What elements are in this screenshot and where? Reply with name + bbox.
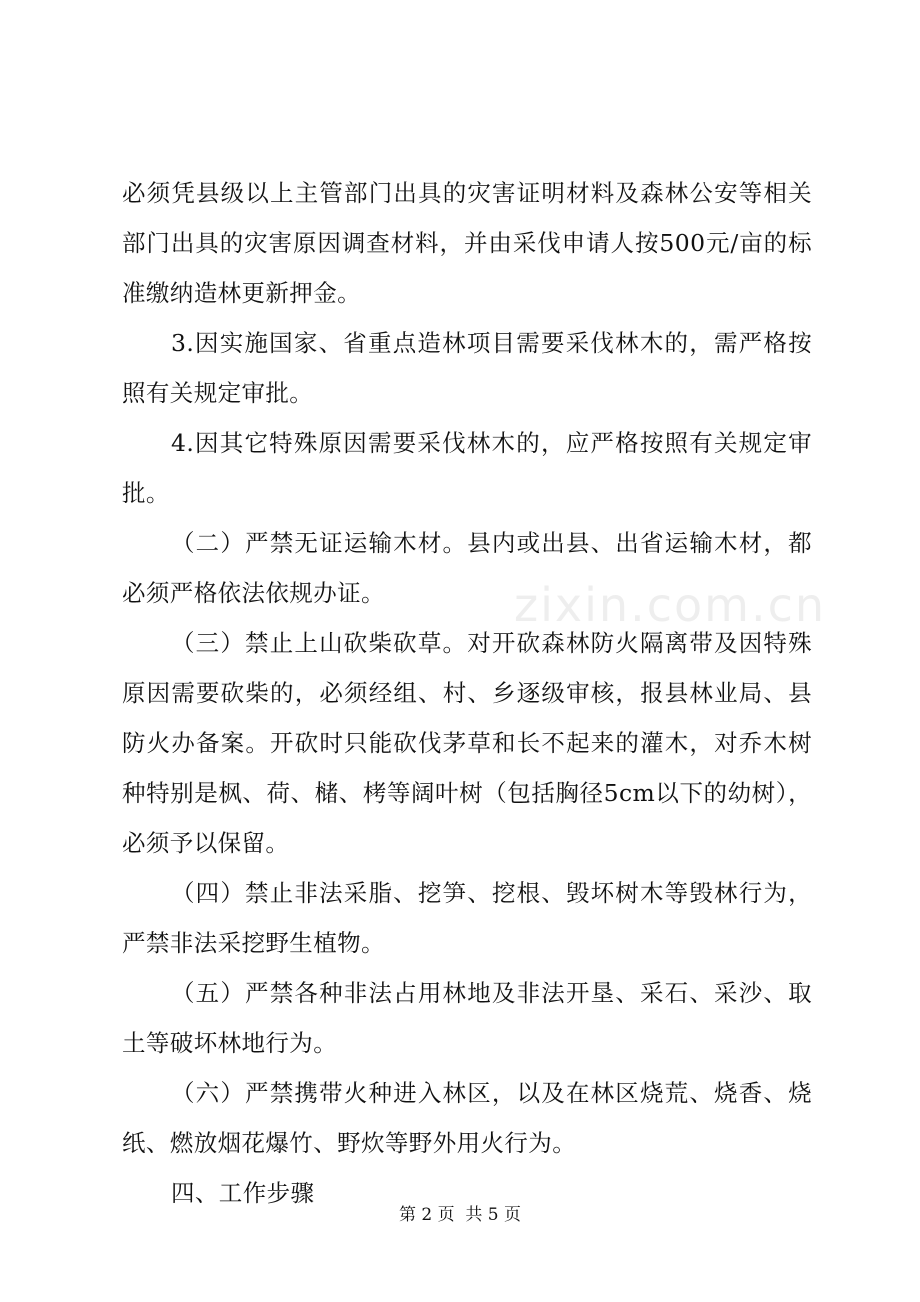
page-footer <box>0 1200 920 1225</box>
page-number: 第 2 页 共 5 页 <box>398 1205 522 1225</box>
document-body <box>122 168 812 1218</box>
section-heading-work-steps: 四、工作步骤 <box>171 1179 315 1207</box>
paragraph-section-2: （二）严禁无证运输木材。县内或出县、出省运输木材，都必须严格依法依规办证。 <box>122 529 812 607</box>
paragraph-section-3: （三）禁止上山砍柴砍草。对开砍森林防火隔离带及因特殊原因需要砍柴的，必须经组、村、乡逐级审核，报县林业局、县防火办备案。开砍时只能砍伐茅草和长不起来的灌木，对乔木树种特别是枫、荷、槠、栲等阔叶树（包括胸径5cm以下的幼树），必须予以保留。 <box>122 629 812 857</box>
watermark: zixin.com.cn <box>514 578 827 632</box>
paragraph-section-5: （五）严禁各种非法占用林地及非法开垦、采石、采沙、取土等破坏林地行为。 <box>122 979 812 1057</box>
paragraph-continued: 必须凭县级以上主管部门出具的灾害证明材料及森林公安等相关部门出具的灾害原因调查材料，并由采伐申请人按500元/亩的标准缴纳造林更新押金。 <box>122 179 812 307</box>
paragraph-section-6: （六）严禁携带火种进入林区，以及在林区烧荒、烧香、烧纸、燃放烟花爆竹、野炊等野外用火行为。 <box>122 1079 812 1157</box>
paragraph-item-4: 4.因其它特殊原因需要采伐林木的，应严格按照有关规定审批。 <box>122 429 812 507</box>
paragraph-item-3: 3.因实施国家、省重点造林项目需要采伐林木的，需严格按照有关规定审批。 <box>122 329 812 407</box>
paragraph-section-4: （四）禁止非法采脂、挖笋、挖根、毁坏树木等毁林行为，严禁非法采挖野生植物。 <box>122 879 812 957</box>
